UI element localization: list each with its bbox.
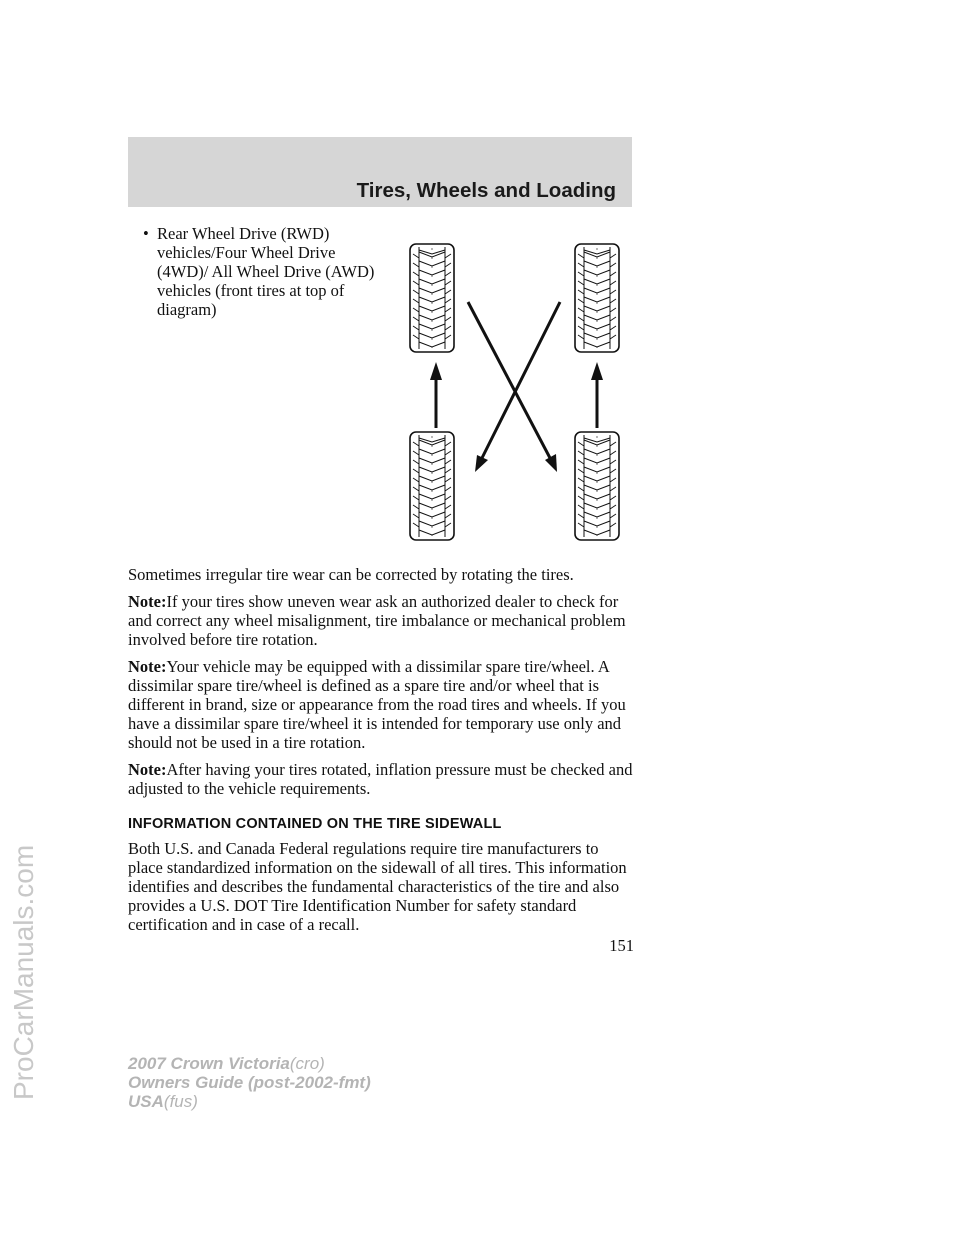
tire-front-right-icon (575, 244, 619, 352)
footer (128, 1054, 371, 1111)
arrow-cross-to-rear-left-icon (475, 302, 560, 472)
note-text: After having your tires rotated, inflation pressure must be checked and adjusted to the vehicle requirements. (128, 760, 633, 798)
page-number: 151 (609, 936, 634, 955)
bullet-text: Rear Wheel Drive (RWD) vehicles/Four Wheel Drive (4WD)/ All Wheel Drive (AWD) vehicles (front tires at top of diagram) (157, 224, 375, 319)
page-title: Tires, Wheels and Loading (356, 179, 616, 202)
footer-line (128, 1054, 371, 1073)
tire-rear-left-icon (410, 432, 454, 540)
section-heading: INFORMATION CONTAINED ON THE TIRE SIDEWALL (128, 816, 502, 832)
body-text (128, 565, 634, 942)
intro-paragraph: Sometimes irregular tire wear can be corrected by rotating the tires. (128, 565, 574, 584)
header-band (128, 137, 632, 207)
footer-line (128, 1092, 371, 1111)
arrow-cross-to-rear-right-icon (468, 302, 557, 472)
arrow-left-up-icon (430, 362, 442, 428)
arrow-right-up-icon (591, 362, 603, 428)
note-paragraph (128, 760, 634, 798)
note-paragraph (128, 592, 634, 649)
note-label: Note: (128, 760, 167, 779)
bullet-icon: • (143, 224, 149, 243)
watermark: ProCarManuals.com (8, 844, 39, 1100)
note-label: Note: (128, 592, 167, 611)
tire-front-left-icon (410, 244, 454, 352)
tire-rear-right-icon (575, 432, 619, 540)
footer-market: USA (128, 1092, 164, 1111)
note-text: If your tires show uneven wear ask an authorized dealer to check for and correct any wheel misalignment, tire imbalance or mechanical problem involved before tire rotation. (128, 592, 626, 649)
tire-rotation-diagram (400, 234, 636, 544)
note-paragraph (128, 657, 634, 752)
note-label: Note: (128, 657, 167, 676)
footer-code: (cro) (289, 1054, 325, 1073)
footer-line: Owners Guide (post-2002-fmt) (128, 1073, 371, 1092)
section-paragraph: Both U.S. and Canada Federal regulations require tire manufacturers to place standardized information on the sidewall of all tires. This information identifies and describes the fundamental characteristics of the tire and also provides a U.S. DOT Tire Identification Number for safety standard certification and in case of a recall. (128, 839, 627, 934)
footer-market-code: (fus) (163, 1092, 198, 1111)
note-text: Your vehicle may be equipped with a dissimilar spare tire/wheel. A dissimilar spare tire/wheel is defined as a spare tire and/or wheel that is different in brand, size or appearance from the road tires and wheels. If you have a dissimilar spare tire/wheel it is intended for temporary use only and should not be used in a tire rotation. (128, 657, 626, 752)
footer-model: 2007 Crown Victoria (128, 1054, 290, 1073)
list-item (143, 224, 379, 319)
